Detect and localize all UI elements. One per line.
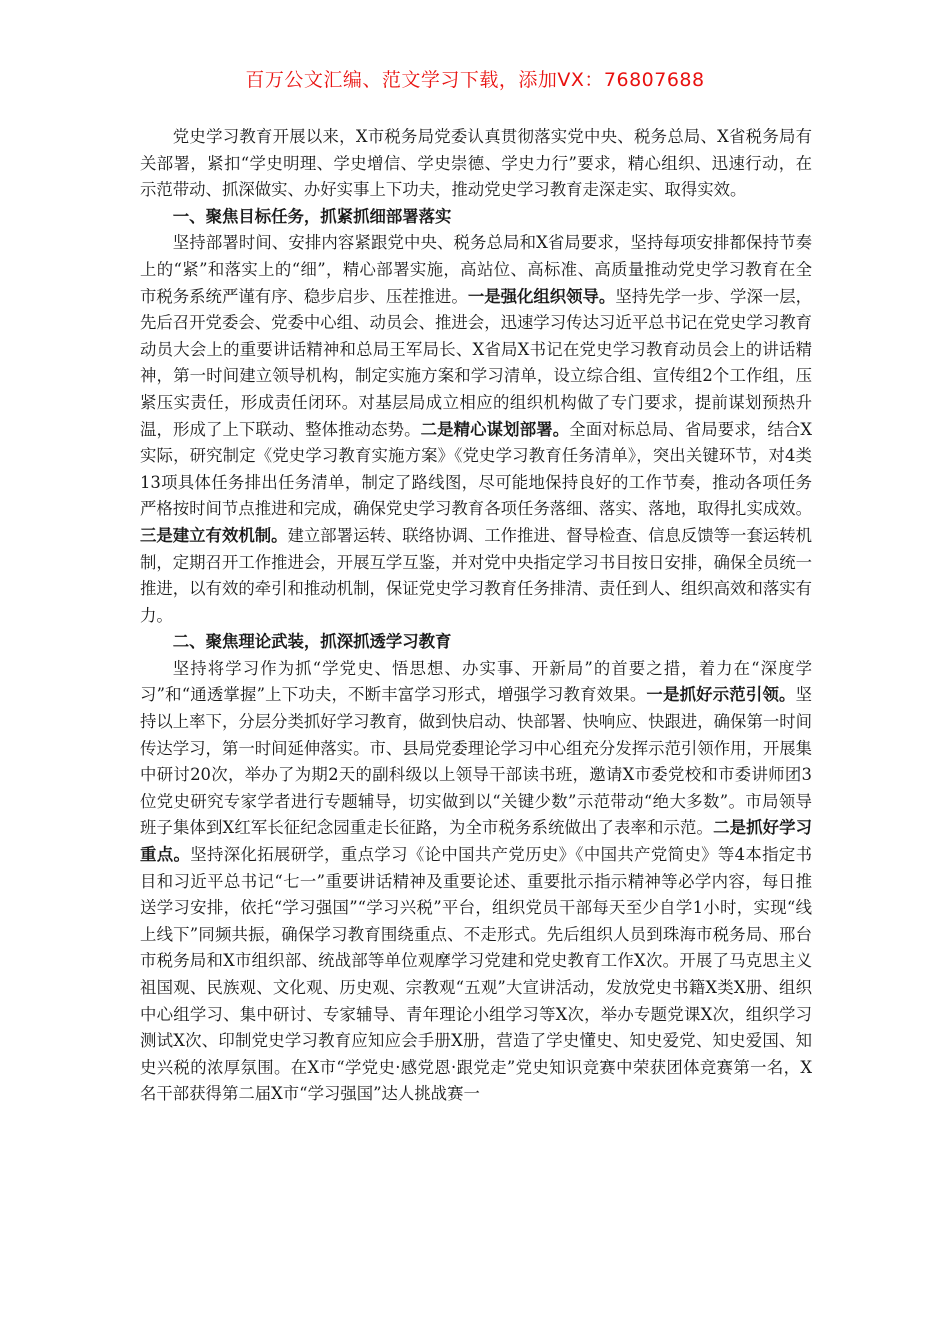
watermark-header: 百万公文汇编、范文学习下载，添加VX：76807688: [245, 69, 705, 91]
section-2-point-1-label: 一是抓好示范引领。: [646, 685, 796, 705]
section-2-lead: 坚持将学习作为抓“学党史、悟思想、办实事、开新局”的首要之措，着力在“深度学习”和“通透掌握”上下功夫，不断丰富学习形式，增强学习教育效果。: [140, 658, 812, 705]
section-1-point-2-label: 二是精心谋划部署。: [420, 419, 570, 439]
section-2-point-2-label: 二是抓好学习重点。: [140, 818, 813, 865]
section-1-point-1-text: 坚持先学一步、学深一层，先后召开党委会、党委中心组、动员会、推进会，迅速学习传达习近平总书记在党史学习教育动员大会上的重要讲话精神和总局王军局长、X省局X书记在党史学习教育动员会上的讲话精神，第一时间建立领导机构，制定实施方案和学习清单，设立综合组、宣传组2个工作组，压紧压实责任，形成责任闭环。对基层局成立相应的组织机构做了专门要求，提前谋划预热升温，形成了上下联动、整体推动态势。: [140, 286, 813, 439]
intro-paragraph: 党史学习教育开展以来，X市税务局党委认真贯彻落实党中央、税务总局、X省税务局有关部署，紧扣“学史明理、学史增信、学史崇德、学史力行”要求，精心组织、迅速行动，在示范带动、抓深做实、办好实事上下功夫，推动党史学习教育走深走实、取得实效。: [140, 127, 812, 200]
section-2-paragraph: [140, 656, 812, 1108]
section-1-lead: 坚持部署时间、安排内容紧跟党中央、税务总局和X省局要求，坚持每项安排都保持节奏上的“紧”和落实上的“细”，精心部署实施，高站位、高标准、高质量推动党史学习教育在全市税务系统严谨有序、稳步启步、压茬推进。: [140, 233, 812, 306]
document-body: [140, 124, 812, 1108]
section-1-point-1-label: 一是强化组织领导。: [467, 286, 616, 306]
section-1-point-2-text: 全面对标总局、省局要求，结合X实际，研究制定《党史学习教育实施方案》《党史学习教育任务清单》，突出关键环节，对4类13项具体任务排出任务清单，制定了路线图，尽可能地保持良好的工作节奏，推动各项任务严格按时间节点推进和完成，确保党史学习教育各项任务落细、落实、落地，取得扎实成效。: [140, 419, 813, 519]
section-1-point-3-label: 三是建立有效机制。: [140, 525, 288, 545]
section-2-point-1-text: 坚持以上率下，分层分类抓好学习教育，做到快启动、快部署、快响应、快跟进，确保第一时间传达学习，第一时间延伸落实。市、县局党委理论学习中心组充分发挥示范引领作用，开展集中研讨20次，举办了为期2天的副科级以上领导干部读书班，邀请X市委党校和市委讲师团3位党史研究专家学者进行专题辅导，切实做到以“关键少数”示范带动“绝大多数”。市局领导班子集体到X红军长征纪念园重走长征路，为全市税务系统做出了表率和示范。: [140, 685, 813, 838]
section-2-heading: 二、聚焦理论武装，抓深抓透学习教育: [172, 632, 452, 652]
section-2-point-2-text: 坚持深化拓展研学，重点学习《论中国共产党历史》《中国共产党简史》等4本指定书目和习近平总书记“七一”重要讲话精神及重要论述、重要批示指示精神等必学内容，每日推送学习安排，依托“学习强国”“学习兴税”平台，组织党员干部每天至少自学1小时，实现“线上线下”同频共振，确保学习教育围绕重点、不走形式。先后组织人员到珠海市税务局、邢台市税务局和X市组织部、统战部等单位观摩学习党建和党史教育工作X次。开展了马克思主义祖国观、民族观、文化观、历史观、宗教观“五观”大宣讲活动，发放党史书籍X类X册、组织中心组学习、集中研讨、专家辅导、青年理论小组学习等X次，举办专题党课X次，组织学习测试X次、印制党史学习教育应知应会手册X册，营造了学史懂史、知史爱党、知史爱国、知史兴税的浓厚氛围。在X市“学党史·感党恩·跟党走”党史知识竞赛中荣获团体竞赛第一名，X名干部获得第二届X市“学习强国”达人挑战赛一: [140, 845, 812, 1104]
section-1-point-3-text: 建立部署运转、联络协调、工作推进、督导检查、信息反馈等一套运转机制，定期召开工作推进会，开展互学互鉴，并对党中央指定学习书目按日安排，确保全员统一推进，以有效的牵引和推动机制，保证党史学习教育任务排清、责任到人、组织高效和落实有力。: [140, 525, 813, 625]
section-1-paragraph: [140, 230, 812, 629]
section-1-heading: 一、聚焦目标任务，抓紧抓细部署落实: [172, 206, 452, 226]
